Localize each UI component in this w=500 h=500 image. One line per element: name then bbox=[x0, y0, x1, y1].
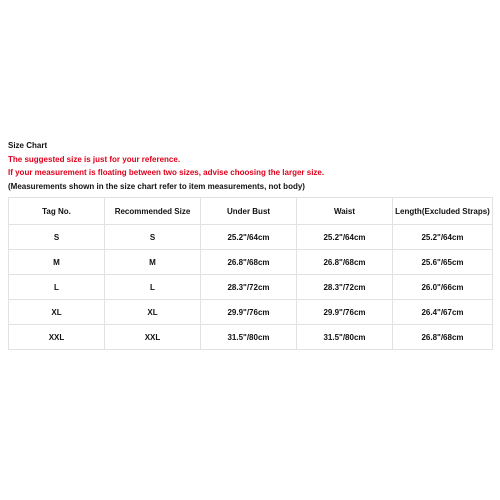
cell-under-bust: 29.9"/76cm bbox=[201, 300, 297, 325]
cell-recommended-size: L bbox=[105, 275, 201, 300]
cell-waist: 26.8"/68cm bbox=[297, 250, 393, 275]
size-advice-text: If your measurement is floating between two sizes, advise choosing the larger size. bbox=[8, 168, 325, 177]
header-waist: Waist bbox=[297, 198, 393, 225]
cell-recommended-size: S bbox=[105, 225, 201, 250]
table-row bbox=[9, 300, 493, 325]
cell-under-bust: 28.3"/72cm bbox=[201, 275, 297, 300]
cell-waist: 31.5"/80cm bbox=[297, 325, 393, 350]
cell-under-bust: 25.2"/64cm bbox=[201, 225, 297, 250]
cell-tag-no: XXL bbox=[9, 325, 105, 350]
cell-recommended-size: M bbox=[105, 250, 201, 275]
cell-tag-no: L bbox=[9, 275, 105, 300]
size-chart-section bbox=[8, 139, 492, 350]
header-under-bust: Under Bust bbox=[201, 198, 297, 225]
table-row bbox=[9, 325, 493, 350]
cell-tag-no: XL bbox=[9, 300, 105, 325]
size-chart-title: Size Chart bbox=[8, 141, 48, 150]
cell-length: 25.2"/64cm bbox=[393, 225, 493, 250]
cell-recommended-size: XXL bbox=[105, 325, 201, 350]
cell-under-bust: 26.8"/68cm bbox=[201, 250, 297, 275]
table-row bbox=[9, 225, 493, 250]
cell-tag-no: S bbox=[9, 225, 105, 250]
cell-length: 26.8"/68cm bbox=[393, 325, 493, 350]
header-length: Length(Excluded Straps) bbox=[393, 198, 493, 225]
cell-under-bust: 31.5"/80cm bbox=[201, 325, 297, 350]
cell-recommended-size: XL bbox=[105, 300, 201, 325]
header-recommended-size: Recommended Size bbox=[105, 198, 201, 225]
table-row bbox=[9, 275, 493, 300]
cell-length: 26.0"/66cm bbox=[393, 275, 493, 300]
measurement-note: (Measurements shown in the size chart refer to item measurements, not body) bbox=[8, 181, 305, 191]
cell-waist: 28.3"/72cm bbox=[297, 275, 393, 300]
size-table bbox=[8, 197, 493, 350]
cell-length: 25.6"/65cm bbox=[393, 250, 493, 275]
cell-tag-no: M bbox=[9, 250, 105, 275]
header-tag-no: Tag No. bbox=[9, 198, 105, 225]
table-header-row bbox=[9, 198, 493, 225]
cell-waist: 29.9"/76cm bbox=[297, 300, 393, 325]
table-row bbox=[9, 250, 493, 275]
cell-waist: 25.2"/64cm bbox=[297, 225, 393, 250]
cell-length: 26.4"/67cm bbox=[393, 300, 493, 325]
size-suggestion-text: The suggested size is just for your reference. bbox=[8, 154, 181, 164]
